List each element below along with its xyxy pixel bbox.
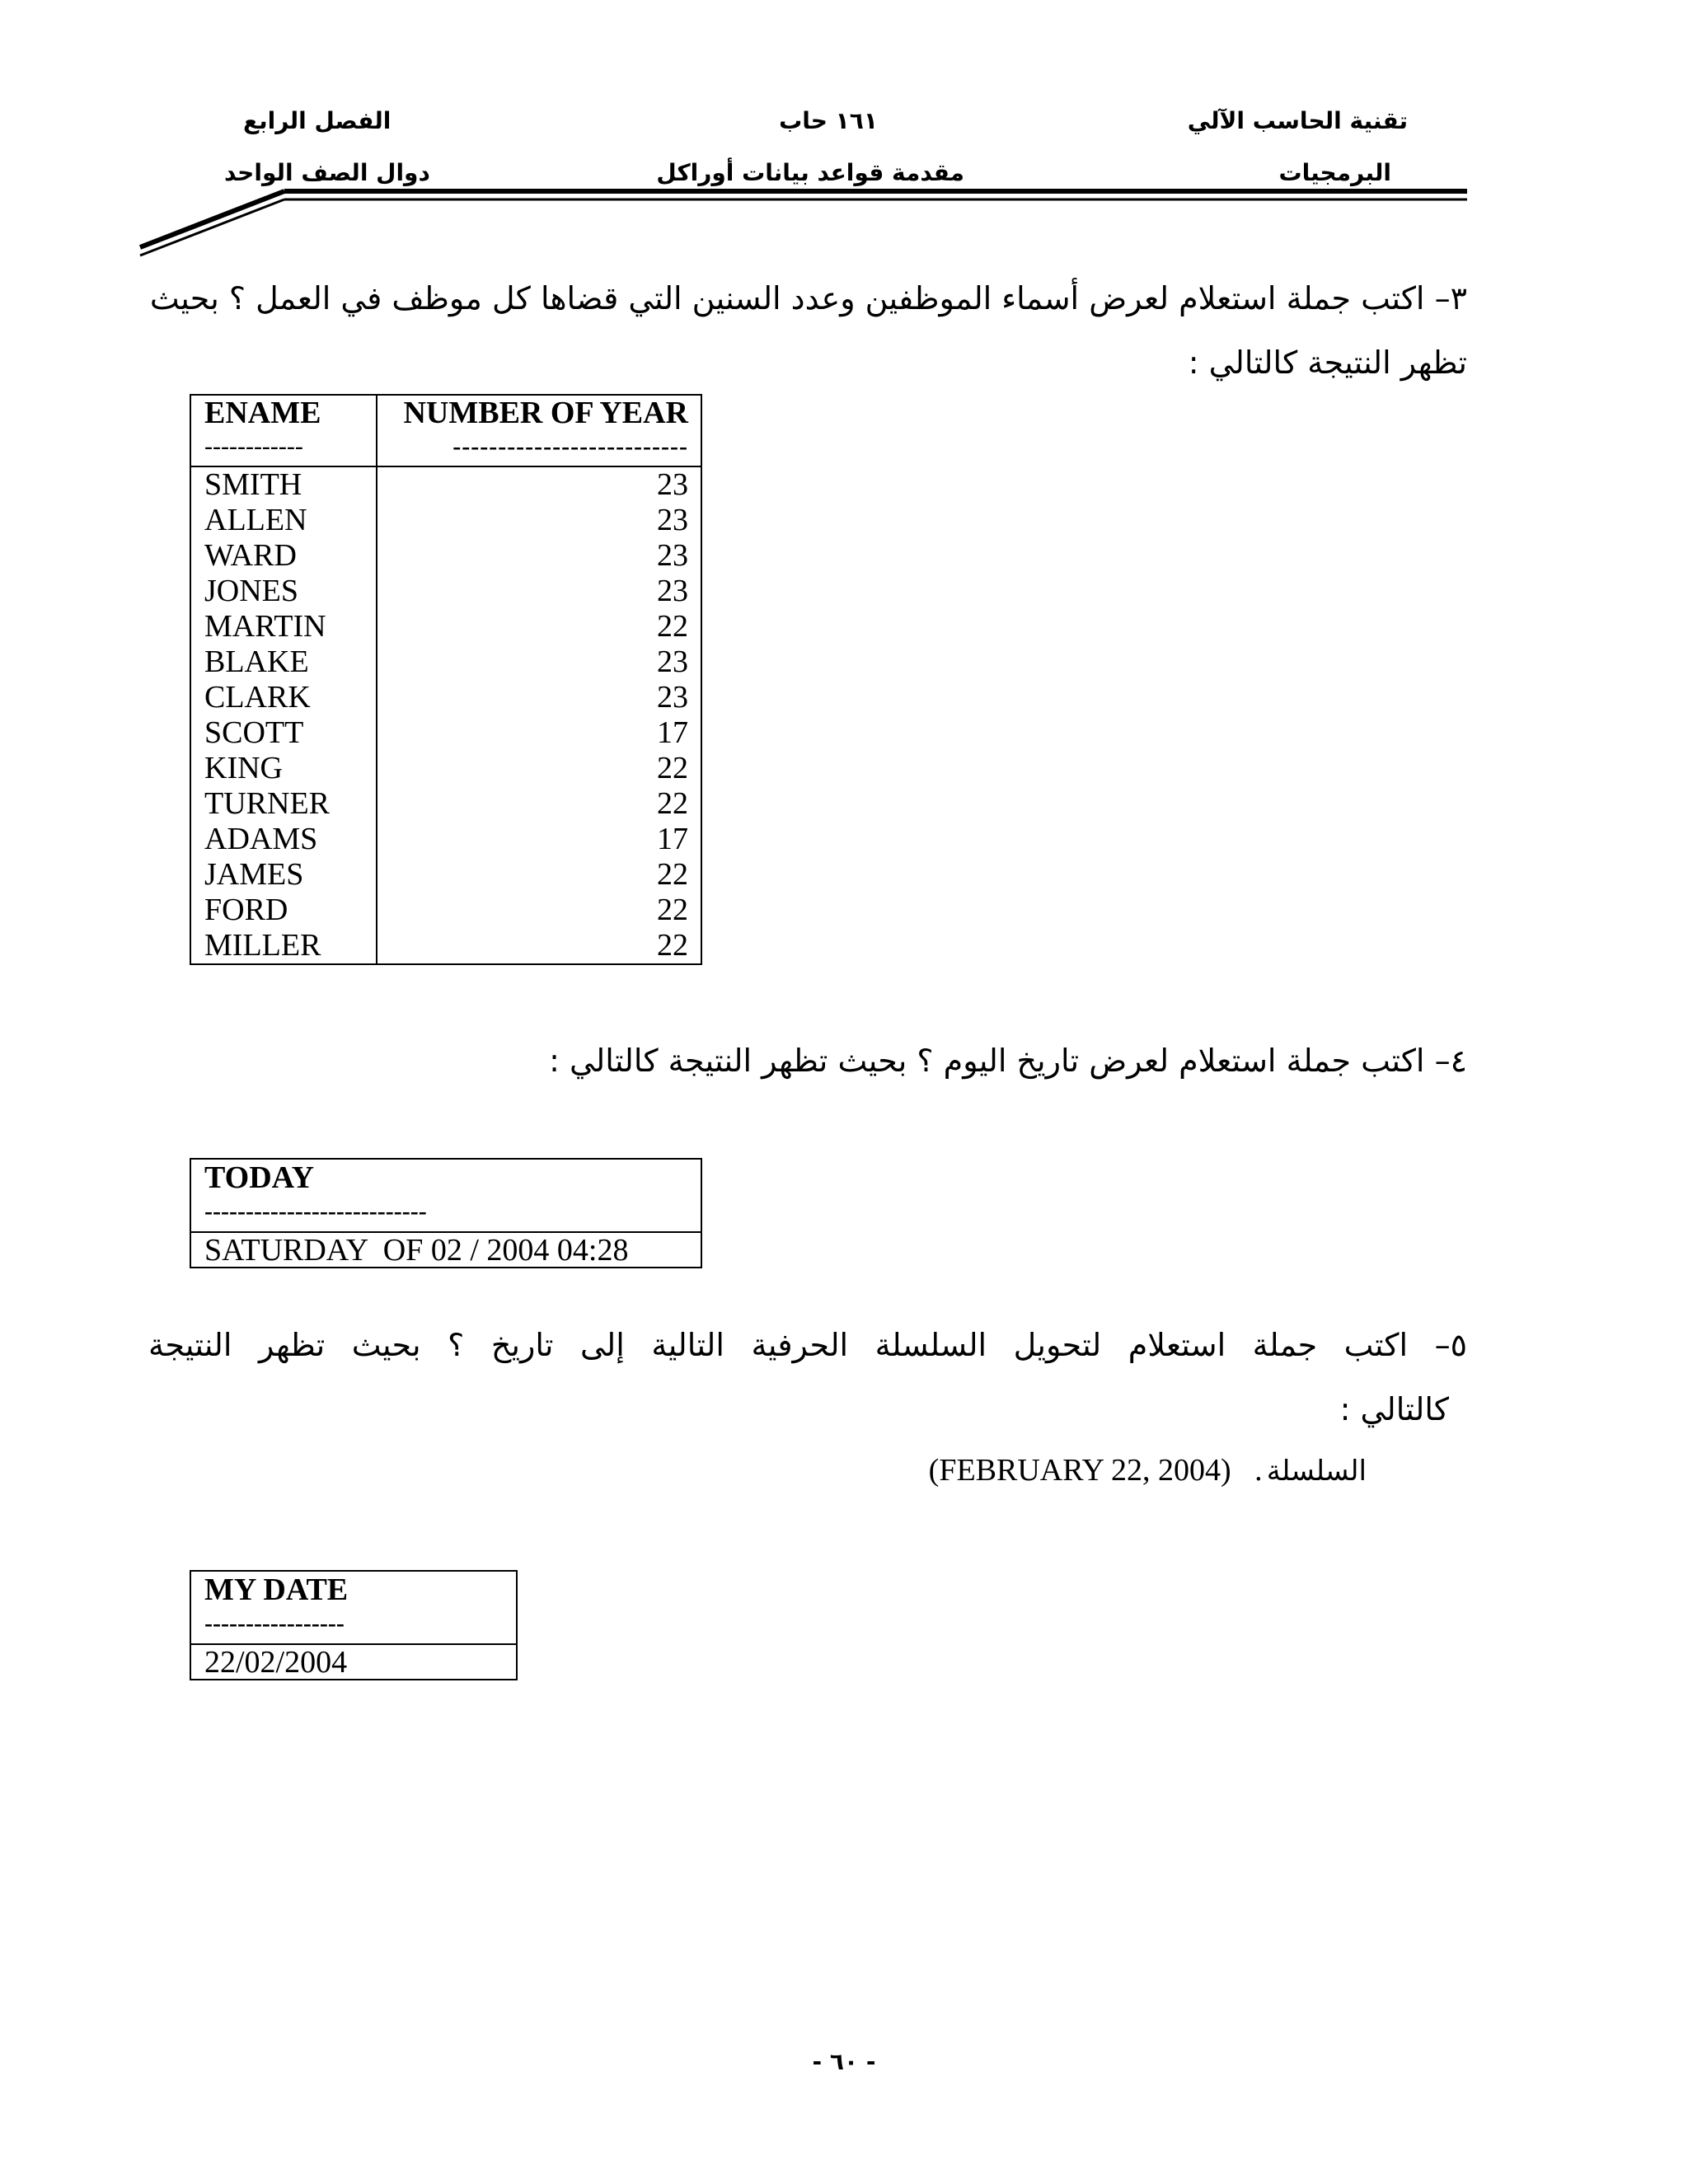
q3-text-line1: ٣– اكتب جملة استعلام لعرض أسماء الموظفين وعدد السنين التي قضاها كل موظف في العمل ؟ بحيث [149,280,1467,316]
q3-row-years: 23 [657,467,688,502]
q3-row-years: 23 [657,644,688,679]
q4-table-value: SATURDAY OF 02 / 2004 04:28 [204,1233,629,1268]
q5-text-line3 [929,1452,1367,1488]
q3-row-name: ALLEN [204,503,307,537]
header-rule [0,0,1688,272]
q3-row-name: BLAKE [204,644,309,679]
q3-row-years: 22 [657,928,688,963]
q5-string-label: السلسلة [1266,1455,1367,1488]
q3-row-name: WARD [204,538,297,573]
q3-row-years: 23 [657,680,688,715]
q3-table-column-divider [376,394,377,965]
q3-col2-header: NUMBER OF YEAR [403,396,688,430]
q3-row-name: MARTIN [204,609,326,644]
q3-row-years: 23 [657,538,688,573]
header-right-top: تقنية الحاسب الآلي [1187,107,1408,134]
header-left-top: الفصل الرابع [243,107,392,134]
q3-row-years: 23 [657,503,688,537]
q5-text-line2: كالتالي : [1339,1391,1449,1427]
q3-row-years: 22 [657,786,688,821]
q3-row-name: JONES [204,574,299,608]
q3-row-years: 17 [657,822,688,856]
q5-table-dashes: ----------------- [204,1610,345,1637]
page-number: - ٦٠ - [812,2048,876,2075]
q3-row-years: 23 [657,574,688,608]
q5-table-value: 22/02/2004 [204,1645,348,1680]
q3-row-years: 22 [657,893,688,927]
q3-row-name: ADAMS [204,822,318,856]
q4-table-header: TODAY [204,1160,315,1195]
q3-row-years: 17 [657,715,688,750]
q3-row-name: MILLER [204,928,321,963]
q3-col1-header: ENAME [204,396,321,430]
q3-row-name: SCOTT [204,715,304,750]
q3-row-years: 22 [657,751,688,785]
q3-row-name: CLARK [204,680,311,715]
q3-row-name: JAMES [204,857,304,892]
q3-col2-dashes: -------------------------- [452,433,688,460]
q5-table-header: MY DATE [204,1572,349,1607]
header-right-bottom: البرمجيات [1278,159,1391,186]
q3-text-line2: تظهر النتيجة كالتالي : [1188,344,1467,381]
q3-row-name: KING [204,751,283,785]
q4-table-dashes: --------------------------- [204,1197,427,1225]
q5-text-line1: ٥– اكتب جملة استعلام لتحويل السلسلة الحرفية التالية إلى تاريخ ؟ بحيث تظهر النتيجة [148,1327,1467,1363]
q3-row-name: FORD [204,893,288,927]
header-left-bottom: دوال الصف الواحد [224,159,430,186]
q3-col1-dashes: ------------ [204,433,303,460]
q3-row-years: 22 [657,609,688,644]
q4-text-line1: ٤– اكتب جملة استعلام لعرض تاريخ اليوم ؟ بحيث تظهر النتيجة كالتالي : [549,1043,1467,1079]
q5-string-value: (FEBRUARY 22, 2004) . [928,1453,1263,1488]
q3-row-years: 22 [657,857,688,892]
header-center-top: ١٦١ حاب [779,107,878,134]
q3-row-name: SMITH [204,467,302,502]
header-center-bottom: مقدمة قواعد بيانات أوراكل [656,159,964,186]
q3-row-name: TURNER [204,786,330,821]
